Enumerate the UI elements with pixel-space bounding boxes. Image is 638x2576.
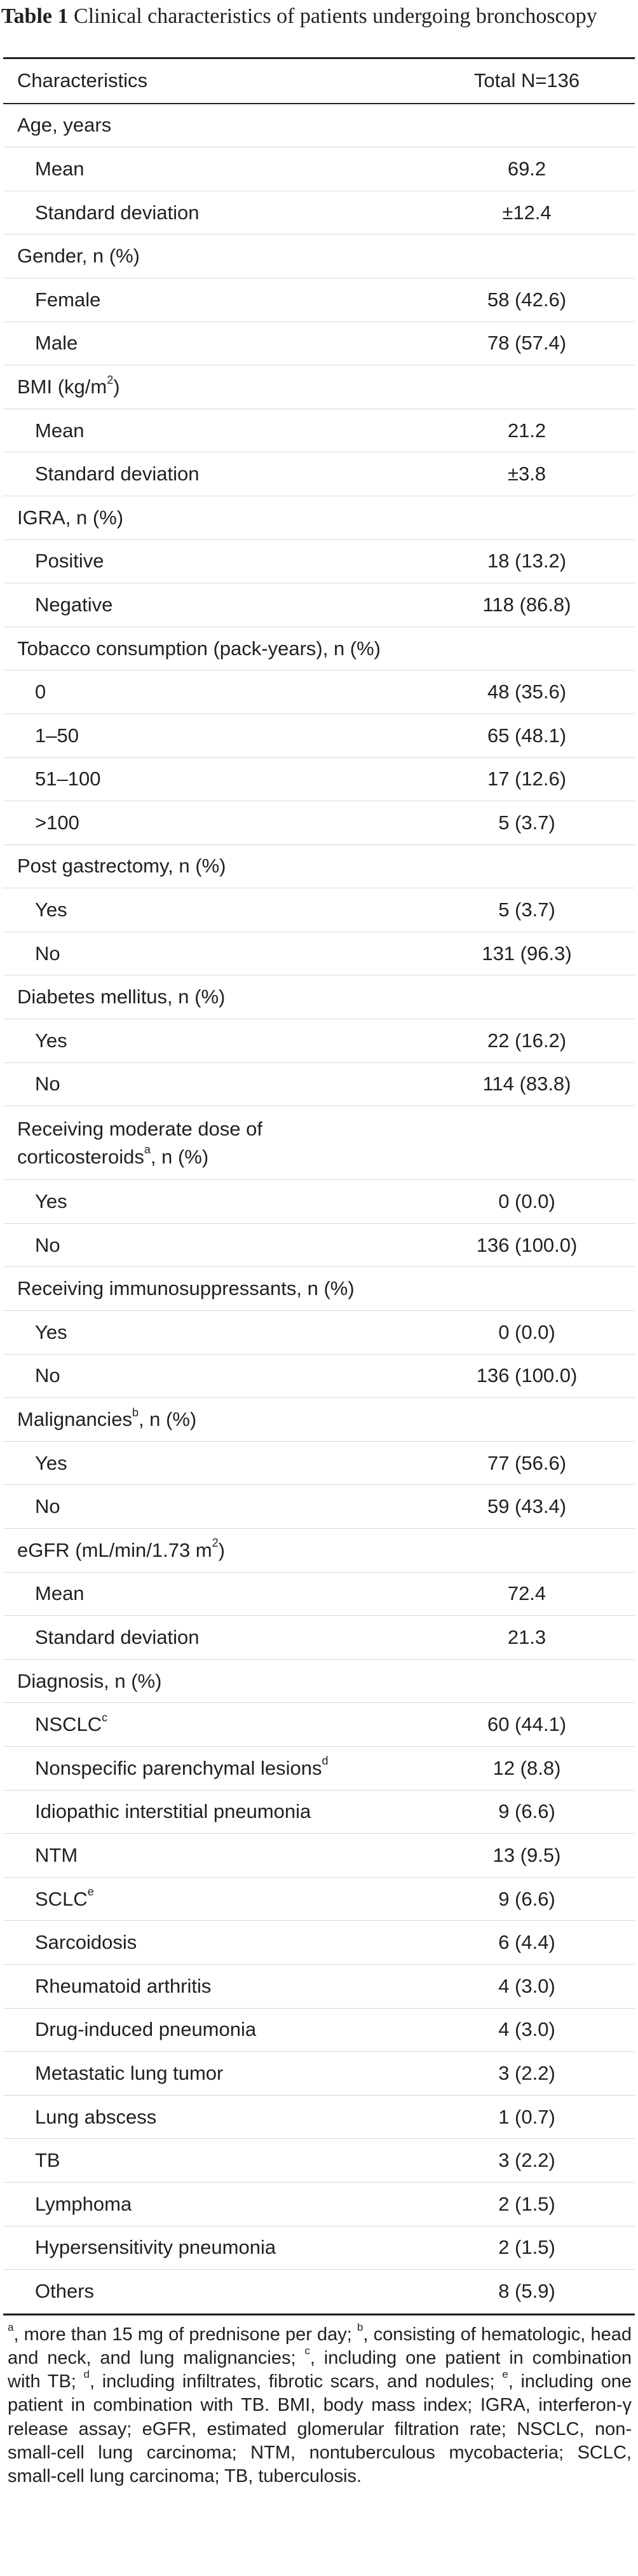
row-value: 9 (6.6) <box>498 1887 555 1910</box>
bottom-rule <box>3 2314 635 2315</box>
row-label: Lymphoma <box>35 2192 132 2215</box>
group-row <box>3 234 635 278</box>
row-label: Standard deviation <box>35 201 200 224</box>
row-value: 18 (13.2) <box>487 550 567 573</box>
characteristics-table <box>3 57 635 2315</box>
table-row <box>3 2183 635 2227</box>
table-row <box>3 888 635 932</box>
group-row <box>3 627 635 671</box>
row-label: Yes <box>35 1320 67 1343</box>
row-value: 22 (16.2) <box>487 1029 567 1052</box>
row-value: 21.3 <box>507 1625 546 1648</box>
row-label: Receiving immunosuppressants, n (%) <box>17 1277 355 1300</box>
row-label: Others <box>35 2279 95 2302</box>
table-row <box>3 801 635 845</box>
row-label: Standard deviation <box>35 463 200 485</box>
row-value: 12 (8.8) <box>492 1756 561 1779</box>
row-value: 77 (56.6) <box>487 1451 567 1474</box>
row-value: ±12.4 <box>502 201 552 224</box>
table-row <box>3 2139 635 2183</box>
row-label: eGFR (mL/min/1.73 $m^2$) <box>17 1536 225 1561</box>
group-row <box>3 496 635 540</box>
row-value: 48 (35.6) <box>487 681 567 703</box>
table-caption <box>0 0 638 57</box>
table-row <box>3 1355 635 1399</box>
group-row <box>3 975 635 1019</box>
row-label: Drug-induced pneumonia <box>35 2018 257 2041</box>
table-row <box>3 1703 635 1747</box>
group-row <box>3 365 635 409</box>
row-label: Idiopathic interstitial pneumonia <box>35 1800 311 1823</box>
row-label: Sarcoidosis <box>35 1931 137 1954</box>
row-value: 136 (100.0) <box>476 1233 578 1256</box>
group-row <box>3 1398 635 1442</box>
table-row <box>3 2270 635 2314</box>
row-label: Female <box>35 288 101 311</box>
row-label: Negative <box>35 593 113 616</box>
row-label: Rheumatoid arthritis <box>35 1974 212 1997</box>
table-row <box>3 1485 635 1529</box>
table-label: Table 1 <box>1 4 69 28</box>
row-value: 0 (0.0) <box>498 1320 555 1343</box>
row-label: No <box>35 1233 60 1256</box>
row-value: 4 (3.0) <box>498 2018 555 2041</box>
table-row <box>3 452 635 496</box>
table-row <box>3 322 635 366</box>
row-label: Diagnosis, n (%) <box>17 1669 162 1692</box>
row-value: 17 (12.6) <box>487 768 567 790</box>
row-value: 2 (1.5) <box>498 2192 555 2215</box>
table-row <box>3 932 635 976</box>
row-label: Diabetes mellitus, n (%) <box>17 986 226 1008</box>
table-title: Clinical characteristics of patients undergoing bronchoscopy <box>74 4 597 28</box>
row-label: No <box>35 1495 60 1518</box>
table-row <box>3 1616 635 1660</box>
row-value: 9 (6.6) <box>498 1800 555 1823</box>
row-label: NTM <box>35 1843 78 1866</box>
row-label: Post gastrectomy, n (%) <box>17 855 226 878</box>
row-value: 3 (2.2) <box>498 2061 555 2084</box>
table-row <box>3 1224 635 1268</box>
row-value: 69.2 <box>507 157 546 180</box>
row-label: No <box>35 1073 60 1095</box>
table-row <box>3 147 635 191</box>
row-label: No <box>35 1364 60 1387</box>
table-row <box>3 2052 635 2096</box>
row-value: 114 (83.8) <box>482 1073 571 1095</box>
row-value: 136 (100.0) <box>476 1364 578 1387</box>
row-value: 8 (5.9) <box>498 2279 555 2302</box>
table-row <box>3 2009 635 2052</box>
row-value: 2 (1.5) <box>498 2236 555 2259</box>
table-row <box>3 1791 635 1834</box>
row-value: 5 (3.7) <box>498 811 555 834</box>
row-label: Yes <box>35 1190 67 1213</box>
row-label: Gender, n (%) <box>17 245 140 268</box>
table-row <box>3 191 635 235</box>
group-row <box>3 1529 635 1573</box>
row-label: Yes <box>35 898 67 921</box>
row-label: 1–50 <box>35 724 79 747</box>
row-label: Male <box>35 332 78 355</box>
row-value: 78 (57.4) <box>487 332 567 355</box>
row-value: 118 (86.8) <box>482 593 571 616</box>
row-label: 0 <box>35 681 46 703</box>
row-value: 58 (42.6) <box>487 288 567 311</box>
table-row <box>3 758 635 802</box>
row-label: TB <box>35 2149 60 2172</box>
table-row <box>3 1019 635 1063</box>
row-value: 72.4 <box>507 1582 546 1605</box>
table-row <box>3 583 635 627</box>
row-value: 4 (3.0) <box>498 1974 555 1997</box>
row-label: Standard deviation <box>35 1625 200 1648</box>
row-label: Mean <box>35 1582 85 1605</box>
table-body <box>3 104 635 2314</box>
row-label: Metastatic lung tumor <box>35 2061 224 2084</box>
row-value: 0 (0.0) <box>498 1190 555 1213</box>
row-value: 3 (2.2) <box>498 2149 555 2172</box>
table-row <box>3 1442 635 1486</box>
row-label: IGRA, n (%) <box>17 506 124 529</box>
row-label: 51–100 <box>35 768 101 790</box>
row-label: Receiving moderate dose of corticosteroids$^a$, n (%) <box>17 1117 263 1168</box>
row-label: Tobacco consumption (pack-years), n (%) <box>17 637 381 660</box>
header-characteristics: Characteristics <box>17 69 147 92</box>
row-label: Malignancies$^b$, n (%) <box>17 1406 197 1431</box>
row-label: Lung abscess <box>35 2105 157 2128</box>
table-row <box>3 670 635 714</box>
group-row <box>3 845 635 889</box>
table-row <box>3 2096 635 2139</box>
table-row <box>3 540 635 584</box>
group-row <box>3 104 635 148</box>
table-row <box>3 714 635 758</box>
row-label: Hypersensitivity pneumonia <box>35 2236 276 2259</box>
table-header-row <box>3 59 635 103</box>
table-row <box>3 1921 635 1965</box>
group-row <box>3 1660 635 1704</box>
row-value: ±3.8 <box>507 463 546 485</box>
row-label: Yes <box>35 1029 67 1052</box>
row-value: 1 (0.7) <box>498 2105 555 2128</box>
table-row <box>3 1834 635 1878</box>
row-value: 60 (44.1) <box>487 1713 567 1736</box>
table-row <box>3 1573 635 1617</box>
table-row <box>3 1180 635 1224</box>
group-row <box>3 1267 635 1311</box>
table-footnote: $^a$, more than 15 mg of prednisone per day; $^b$, consisting of hematologic, head and neck, and lung malignancies; $^c$, including one patient in combination with TB; $^d$, including infiltrates, fibrotic scars, and nodules; $^e$, including one patient in combination with TB. BMI, body mass index; IGRA, interferon-γ release assay; eGFR, estimated glomerular filtration rate; NSCLC, non-small-cell lung carcinoma; NTM, nontuberculous mycobacteria; SCLC, small-cell lung carcinoma; TB, tuberculosis. <box>8 2321 632 2486</box>
table-row <box>3 1311 635 1355</box>
row-label: Mean <box>35 419 85 442</box>
row-label: Mean <box>35 157 85 180</box>
table-row <box>3 2227 635 2270</box>
row-label: BMI $(kg/m^2)$ <box>17 373 120 398</box>
row-value: 131 (96.3) <box>482 942 572 965</box>
row-label: Age, years <box>17 114 112 137</box>
table-row <box>3 409 635 453</box>
row-label: Yes <box>35 1451 67 1474</box>
row-value: 6 (4.4) <box>498 1931 555 1954</box>
row-label: >100 <box>35 811 79 834</box>
row-value: 13 (9.5) <box>492 1843 561 1866</box>
row-value: 21.2 <box>507 419 546 442</box>
table-row <box>3 1063 635 1107</box>
table-row <box>3 1747 635 1791</box>
row-label: SCLC$^e$ <box>35 1885 94 1910</box>
row-label: Positive <box>35 550 104 573</box>
row-value: 65 (48.1) <box>487 724 567 747</box>
table-row <box>3 1965 635 2009</box>
row-label: No <box>35 942 60 965</box>
header-total: Total N=136 <box>473 69 580 92</box>
group-row <box>3 1106 635 1180</box>
table-row <box>3 278 635 322</box>
row-value: 59 (43.4) <box>487 1495 567 1518</box>
table-row <box>3 1878 635 1922</box>
row-value: 5 (3.7) <box>498 898 555 921</box>
row-label: NSCLC$^c$ <box>35 1711 108 1736</box>
row-label: Nonspecific parenchymal lesions$^d$ <box>35 1754 329 1779</box>
